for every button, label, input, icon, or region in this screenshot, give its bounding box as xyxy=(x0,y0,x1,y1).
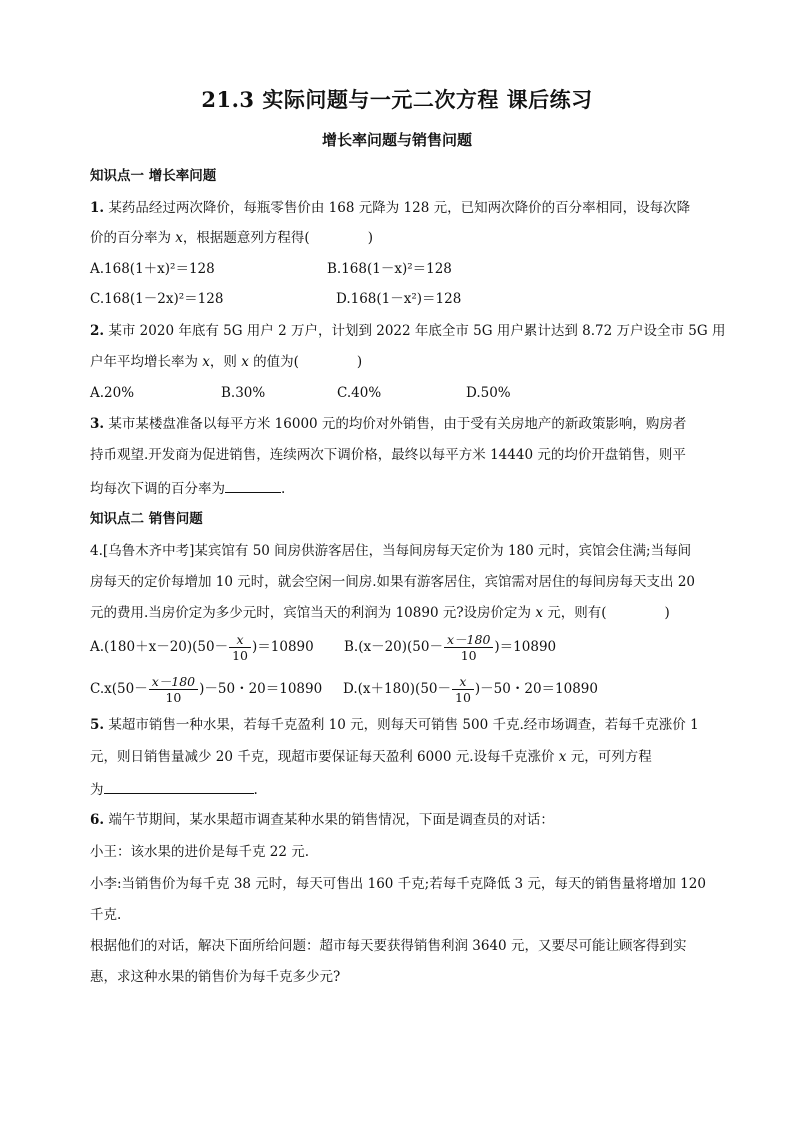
fraction: $\frac{x}{10}$ xyxy=(452,674,474,705)
question-1-number: 1. xyxy=(90,200,105,216)
question-4-option-c: C.x(50－ $\frac{x-180}{10}$ )－50・20＝10890 xyxy=(90,674,323,705)
question-4-line-2: 房每天的定价每增加 10 元时，就会空闲一间房.如果有游客居住，宾馆需对居住的每间房每天支出 20 xyxy=(90,574,696,590)
page-subtitle: 增长率问题与销售问题 xyxy=(321,131,472,149)
question-6-line-1: 6. 端午节期间，某水果超市调查某种水果的销售情况，下面是调查员的对话： xyxy=(90,812,554,828)
question-4-option-a: A.(180＋x－20)(50－ $\frac{x}{10}$ )＝10890 xyxy=(90,632,314,663)
section-heading-sales: 知识点二 销售问题 xyxy=(90,511,203,527)
question-5-number: 5. xyxy=(90,717,105,733)
question-6-line-2: 小王：该水果的进价是每千克 22 元. xyxy=(90,844,310,860)
fill-in-blank xyxy=(104,779,254,794)
fraction: $\frac{x-180}{10}$ xyxy=(444,632,493,663)
question-5-line-1: 5. 某超市销售一种水果，若每千克盈利 10 元，则每天可销售 500 千克.经市场调查，若每千克涨价 1 xyxy=(90,717,699,733)
question-3-line-1: 3. 某市某楼盘准备以每平方米 16000 元的均价对外销售，由于受有关房地产的新政策影响，购房者 xyxy=(90,416,687,432)
question-1-line-1: 1. 某药品经过两次降价，每瓶零售价由 168 元降为 128 元，已知两次降价的百分率相同，设每次降 xyxy=(90,200,691,216)
question-2-option-a: A.20% xyxy=(90,385,135,401)
question-6-number: 6. xyxy=(90,812,105,828)
question-2-line-1: 2. 某市 2020 年底有 5G 用户 2 万户，计划到 2022 年底全市 5G 用户累计达到 8.72 万户设全市 5G 用 xyxy=(90,323,726,339)
question-1-option-b: B.168(1－x)²＝128 xyxy=(327,261,452,277)
section-heading-growth-rate: 知识点一 增长率问题 xyxy=(90,168,217,184)
question-5-line-3: 为 . xyxy=(90,779,258,799)
question-5-line-2: 元，则日销售量减少 20 千克，现超市要保证每天盈利 6000 元.设每千克涨价 x 元，可列方程 xyxy=(90,749,652,765)
fraction: $\frac{x-180}{10}$ xyxy=(149,674,198,705)
question-6-line-3: 小李:当销售价为每千克 38 元时，每天可售出 160 千克;若每千克降低 3 元，每天的销售量将增加 120 xyxy=(90,876,706,892)
question-6-line-4: 千克. xyxy=(90,907,122,923)
question-2-number: 2. xyxy=(90,323,105,339)
question-3-line-2: 持币观望.开发商为促进销售，连续两次下调价格，最终以每平方米 14440 元的均价开盘销售，则平 xyxy=(90,447,686,463)
question-4-line-1: 4.[乌鲁木齐中考]某宾馆有 50 间房供游客居住，当每间房每天定价为 180 元时，宾馆会住满;当每间 xyxy=(90,543,692,559)
question-4-option-d: D.(x＋180)(50－ $\frac{x}{10}$ )－50・20＝10890 xyxy=(343,674,598,705)
fill-in-blank xyxy=(225,478,281,493)
question-2-line-2: 户年平均增长率为 x，则 x 的值为( ) xyxy=(90,354,363,370)
question-6-line-6: 惠，求这种水果的销售价为每千克多少元? xyxy=(90,969,341,985)
question-3-line-3: 均每次下调的百分率为 . xyxy=(90,478,285,498)
question-4-option-b: B.(x－20)(50－ $\frac{x-180}{10}$ )＝10890 xyxy=(344,632,557,663)
question-6-line-5: 根据他们的对话，解决下面所给问题：超市每天要获得销售利润 3640 元，又要尽可能让顾客得到实 xyxy=(90,938,687,954)
page-title: 21.3 实际问题与一元二次方程 课后练习 xyxy=(201,87,593,112)
fraction: $\frac{x}{10}$ xyxy=(229,632,251,663)
question-2-option-b: B.30% xyxy=(221,385,266,401)
question-2-option-d: D.50% xyxy=(466,385,511,401)
question-3-number: 3. xyxy=(90,416,105,432)
question-1-line-2: 价的百分率为 x，根据题意列方程得( ) xyxy=(90,230,373,246)
question-4-line-3: 元的费用.当房价定为多少元时，宾馆当天的利润为 10890 元?设房价定为 x 元，则有( ) xyxy=(90,605,670,621)
question-1-option-c: C.168(1－2x)²＝128 xyxy=(90,291,224,307)
question-1-option-d: D.168(1－x²)＝128 xyxy=(336,291,462,307)
question-1-option-a: A.168(1＋x)²＝128 xyxy=(90,261,215,277)
question-2-option-c: C.40% xyxy=(337,385,382,401)
